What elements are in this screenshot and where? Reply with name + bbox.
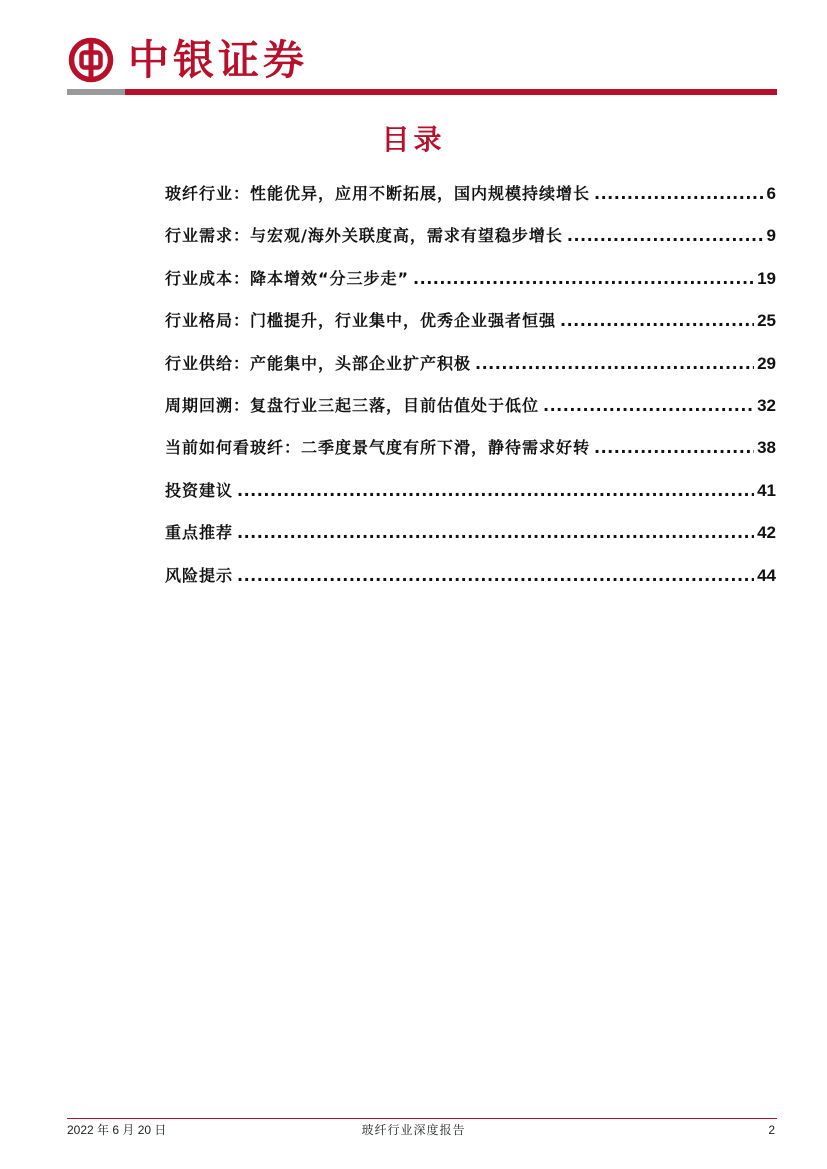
toc-entry-label: 行业需求：与宏观/海外关联度高，需求有望稳步增长 <box>165 226 563 246</box>
toc-title: 目录 <box>381 123 446 156</box>
toc-entry-page: 6 <box>766 184 776 203</box>
toc-entry-label: 行业格局：门槛提升，行业集中，优秀企业强者恒强 <box>165 311 557 331</box>
page-header <box>0 0 827 100</box>
toc-entry-page: 32 <box>757 395 776 415</box>
toc-entry-cycle-review[interactable] <box>165 385 776 427</box>
toc-entry-label: 重点推荐 <box>165 523 234 543</box>
toc-entry-current-view[interactable] <box>165 427 776 469</box>
footer-page-number: 2 <box>768 1123 775 1137</box>
toc-entry-structure[interactable] <box>165 300 776 342</box>
toc-entry-label: 玻纤行业：性能优异，应用不断拓展，国内规模持续增长 <box>165 184 591 203</box>
toc-dot-leader <box>594 173 764 215</box>
toc-entry-label: 当前如何看玻纤：二季度景气度有所下滑，静待需求好转 <box>165 438 591 458</box>
toc-entry-page: 38 <box>757 438 776 458</box>
header-rule-gray <box>67 89 125 95</box>
footer-report-title: 玻纤行业深度报告 <box>361 1123 466 1137</box>
table-of-contents <box>165 173 776 597</box>
toc-dot-leader <box>237 512 754 554</box>
toc-entry-page: 9 <box>766 226 776 246</box>
toc-entry-page: 41 <box>757 480 776 500</box>
footer-rule <box>67 1118 777 1119</box>
toc-entry-page: 29 <box>757 353 776 373</box>
toc-entry-page: 44 <box>757 565 776 585</box>
bank-of-china-logo-icon <box>68 37 114 83</box>
toc-entry-label: 行业供给：产能集中，头部企业扩产积极 <box>165 353 472 373</box>
footer-date: 2022 年 6 月 20 日 <box>67 1123 167 1137</box>
toc-dot-leader <box>543 385 754 427</box>
toc-entry-page: 25 <box>757 311 776 331</box>
toc-entry-label: 行业成本：降本增效“分三步走” <box>165 268 410 288</box>
toc-dot-leader <box>237 470 754 512</box>
toc-entry-risk-warning[interactable] <box>165 555 776 597</box>
toc-dot-leader <box>560 300 754 342</box>
toc-dot-leader <box>594 427 754 469</box>
toc-entry-cost[interactable] <box>165 258 776 300</box>
toc-entry-page: 19 <box>757 268 776 288</box>
toc-entry-page: 42 <box>757 523 776 543</box>
toc-entry-demand[interactable] <box>165 215 776 257</box>
toc-entry-label: 投资建议 <box>165 480 234 500</box>
toc-entry-investment-advice[interactable] <box>165 470 776 512</box>
brand-name: 中银证券 <box>128 36 308 84</box>
header-rule-red <box>125 89 777 95</box>
toc-entry-label: 周期回溯：复盘行业三起三落，目前估值处于低位 <box>165 395 540 415</box>
toc-dot-leader <box>413 258 754 300</box>
toc-dot-leader <box>237 555 754 597</box>
toc-dot-leader <box>567 215 764 257</box>
toc-entry-supply[interactable] <box>165 343 776 385</box>
toc-dot-leader <box>475 343 754 385</box>
toc-entry-industry-overview[interactable] <box>165 173 776 215</box>
toc-entry-label: 风险提示 <box>165 565 234 585</box>
toc-entry-key-recommendations[interactable] <box>165 512 776 554</box>
